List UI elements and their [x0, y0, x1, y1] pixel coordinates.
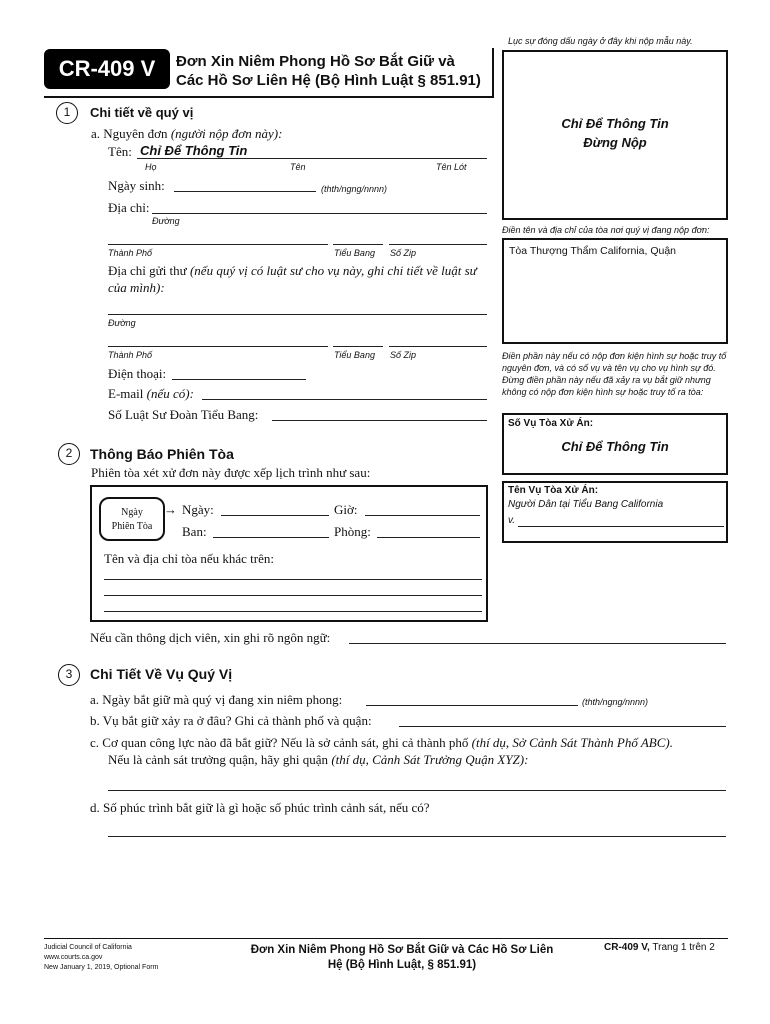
stamp-box-line2: Đừng Nộp — [583, 135, 647, 150]
bar-number-input[interactable] — [272, 420, 487, 421]
zip-sub: Số Zip — [390, 248, 417, 258]
phone-input[interactable] — [172, 379, 306, 380]
hearing-room-input[interactable] — [377, 537, 480, 538]
name-sub-last: Họ — [145, 162, 157, 172]
mailing-street-input[interactable] — [108, 314, 487, 315]
mailing-label: Địa chỉ gửi thư (nếu quý vị có luật sư cho vụ này, ghi chi tiết về luật sư của mình): — [108, 263, 477, 295]
name-line — [137, 158, 487, 159]
other-address-label: Tên và địa chỉ tòa nếu khác trên: — [104, 551, 275, 566]
section-2-heading: Thông Báo Phiên Tòa — [90, 446, 234, 462]
name-input[interactable]: Chỉ Để Thông Tin — [140, 143, 248, 158]
petitioner-label: a. Nguyên đơn (người nộp đơn này): — [91, 126, 283, 141]
city-sub: Thành Phố — [108, 248, 153, 258]
form-title — [176, 52, 481, 90]
dob-input[interactable] — [174, 191, 316, 192]
footer-form-code: CR-409 V, — [604, 942, 650, 953]
email-label: E-mail (nếu có): — [108, 386, 194, 401]
stamp-note: Lục sự đóng dấu ngày ở đây khi nộp mẫu này. — [508, 36, 693, 46]
section-3-number: 3 — [58, 664, 80, 686]
case-name-box — [502, 481, 728, 543]
hearing-dept-label: Ban: — [182, 524, 207, 539]
form-title-line2: Các Hồ Sơ Liên Hệ (Bộ Hình Luật § 851.91) — [176, 72, 481, 89]
hearing-room-label: Phòng: — [334, 524, 371, 539]
arrest-date-label: a. Ngày bắt giữ mà quý vị đang xin niêm phong: — [90, 692, 343, 707]
case-name-people: Người Dân tại Tiểu Bang California — [508, 499, 664, 510]
stamp-box-line1: Chỉ Để Thông Tin — [561, 116, 669, 131]
hearing-badge-line1: Ngày — [121, 507, 143, 518]
section-3-heading: Chi Tiết Về Vụ Quý Vị — [90, 666, 233, 682]
title-rule-vert — [492, 48, 494, 98]
footer-revised: New January 1, 2019, Optional Form — [44, 964, 159, 971]
section-1-heading: Chi tiết về quý vị — [90, 105, 194, 120]
footer-page — [604, 942, 715, 953]
mailing-state-input[interactable] — [333, 346, 383, 347]
case-instruction: Điền phần này nếu có nộp đơn kiện hình sự hoặc truy tố nguyên đơn, và có số vụ và tên vụ cho vụ hình sự đó. Đừng điền phần này nếu đã xảy ra vụ bắt giữ nhưng không có nộp đơn kiện hình sự hoặc truy tố ra tòa: — [502, 351, 727, 397]
arrest-location-label: b. Vụ bắt giữ xảy ra ở đâu? Ghi cả thành phố và quận: — [90, 713, 372, 728]
dob-format: (thth/ngng/nnnn) — [321, 184, 388, 194]
other-address-line-2[interactable] — [104, 595, 482, 596]
section-2-number: 2 — [58, 443, 80, 465]
footer-title-line2: Hệ (Bộ Hình Luật, § 851.91) — [327, 959, 477, 971]
report-number-input[interactable] — [108, 836, 726, 837]
footer-title-line1: Đơn Xin Niêm Phong Hồ Sơ Bắt Giữ và Các Hồ Sơ Liên — [250, 944, 554, 956]
mailing-zip-input[interactable] — [389, 346, 487, 347]
interpreter-input[interactable] — [349, 643, 726, 644]
hearing-badge-line2: Phiên Tòa — [111, 521, 153, 532]
footer-rule — [44, 938, 728, 939]
mailing-zip-sub: Số Zip — [390, 350, 417, 360]
title-rule — [44, 96, 494, 98]
arrest-location-input[interactable] — [399, 726, 726, 727]
hearing-intro: Phiên tòa xét xử đơn này được xếp lịch trình như sau: — [91, 465, 371, 480]
clerk-stamp-box — [502, 50, 728, 220]
address-label: Địa chỉ: — [108, 200, 150, 215]
hearing-date-badge — [99, 497, 165, 541]
footer-title — [226, 943, 578, 973]
hearing-time-label: Giờ: — [334, 502, 358, 517]
agency-label-1: c. Cơ quan công lực nào đã bắt giữ? Nếu là sở cảnh sát, ghi cả thành phố (thí dụ, Sở Cảnh Sát Thành Phố ABC). — [90, 735, 673, 750]
form-code-badge: CR-409 V — [44, 49, 170, 89]
dob-label: Ngày sinh: — [108, 178, 165, 193]
report-number-label: d. Số phúc trình bắt giữ là gì hoặc số phúc trình cảnh sát, nếu có? — [90, 800, 430, 815]
hearing-date-input[interactable] — [221, 515, 329, 516]
case-number-label: Số Vụ Tòa Xử Án: — [508, 418, 594, 429]
state-input[interactable] — [333, 244, 383, 245]
mailing-state-sub: Tiểu Bang — [334, 350, 375, 360]
footer-council — [44, 943, 158, 973]
court-box — [502, 238, 728, 344]
email-input[interactable] — [202, 399, 487, 400]
interpreter-label: Nếu cần thông dịch viên, xin ghi rõ ngôn ngữ: — [90, 630, 331, 645]
city-input[interactable] — [108, 244, 328, 245]
arrest-date-format: (thth/ngng/nnnn) — [582, 697, 649, 707]
section-1-number: 1 — [56, 102, 78, 124]
other-address-line-3[interactable] — [104, 611, 482, 612]
footer-page-number: Trang 1 trên 2 — [652, 942, 715, 953]
hearing-date-label: Ngày: — [182, 502, 214, 517]
arrow-icon: → — [164, 502, 177, 517]
phone-label: Điện thoại: — [108, 366, 167, 381]
case-number-box — [502, 413, 728, 475]
mailing-city-input[interactable] — [108, 346, 328, 347]
form-title-line1: Đơn Xin Niêm Phong Hồ Sơ Bắt Giữ và — [176, 53, 455, 70]
hearing-dept-input[interactable] — [213, 537, 329, 538]
case-number-value[interactable]: Chỉ Để Thông Tin — [561, 439, 669, 454]
case-name-v: v. — [508, 515, 516, 526]
state-sub: Tiểu Bang — [334, 248, 375, 258]
street-input[interactable] — [152, 213, 487, 214]
footer-website[interactable]: www.courts.ca.gov — [44, 954, 103, 961]
name-sub-first: Tên — [290, 162, 306, 172]
zip-input[interactable] — [389, 244, 487, 245]
mailing-city-sub: Thành Phố — [108, 350, 153, 360]
bar-number-label: Số Luật Sư Đoàn Tiểu Bang: — [108, 407, 259, 422]
case-name-input[interactable] — [518, 526, 724, 527]
name-label: Tên: — [108, 144, 132, 159]
street-sub: Đường — [152, 216, 180, 226]
hearing-box — [90, 485, 488, 622]
arrest-date-input[interactable] — [366, 705, 578, 706]
agency-input[interactable] — [108, 790, 726, 791]
mailing-street-sub: Đường — [108, 318, 136, 328]
agency-label-2: Nếu là cảnh sát trưởng quận, hãy ghi quận (thí dụ, Cảnh Sát Trưởng Quận XYZ): — [108, 752, 529, 767]
other-address-line-1[interactable] — [104, 579, 482, 580]
court-label: Tòa Thượng Thẩm California, Quận — [509, 245, 677, 257]
court-instruction: Điền tên và địa chỉ của tòa nơi quý vị đang nộp đơn: — [502, 225, 710, 235]
footer-council-name: Judicial Council of California — [44, 944, 132, 951]
name-sub-middle: Tên Lót — [436, 162, 467, 172]
case-name-label: Tên Vụ Tòa Xử Án: — [508, 485, 599, 496]
hearing-time-input[interactable] — [365, 515, 480, 516]
